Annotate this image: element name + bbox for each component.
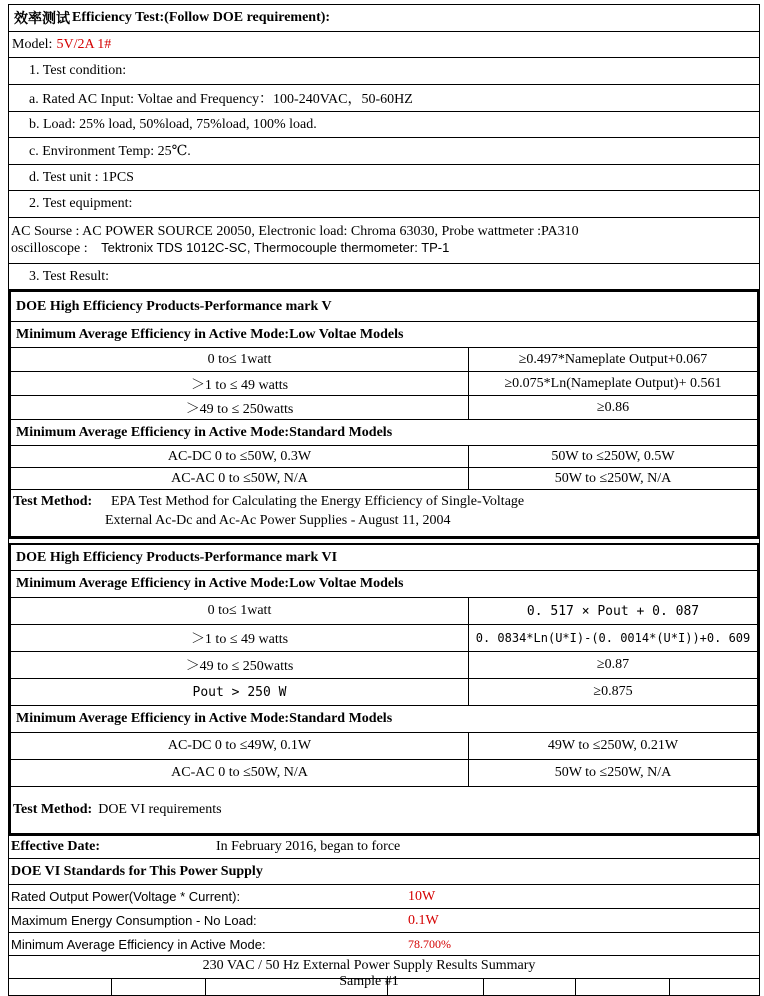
mark-v-low-row: [11, 372, 757, 396]
condition-temp-text: c. Environment Temp: 25℃.: [29, 143, 191, 159]
rated-output-power-value: 10W: [408, 888, 436, 904]
mark-vi-std-cell: 49W to ≤250W, 0.21W: [547, 738, 679, 753]
mark-v-std-row: [11, 468, 757, 490]
condition-temp-row: [8, 138, 760, 165]
results-summary-sample: Sample #1: [339, 974, 399, 989]
summary-divider: [9, 978, 759, 979]
summary-column-line: [483, 978, 484, 995]
mark-vi-range-cell: Pout > 250 W: [11, 679, 469, 705]
condition-unit-text: d. Test unit : 1PCS: [29, 169, 134, 185]
mark-vi-requirement-cell: 0. 517 × Pout + 0. 087: [526, 603, 700, 619]
mark-vi-section: [8, 543, 760, 836]
test-condition-heading-text: 1. Test condition:: [29, 63, 127, 78]
mark-vi-method-label: Test Method:: [13, 802, 93, 817]
mark-v-low-heading-text: Minimum Average Efficiency in Active Mode:Low Voltae Models: [16, 326, 404, 342]
mark-vi-method-text: DOE VI requirements: [98, 802, 222, 817]
mark-v-std-heading: [11, 420, 757, 446]
summary-column-line: [205, 978, 206, 995]
mark-v-std-cell: 50W to ≤250W, N/A: [554, 470, 672, 486]
mark-v-range-cell: 0 to≤ 1watt: [11, 348, 469, 371]
summary-column-line: [387, 978, 388, 995]
test-condition-heading: [8, 58, 760, 85]
mark-vi-requirement-cell: ≥0.875: [593, 684, 633, 699]
mark-v-std-heading-text: Minimum Average Efficiency in Active Mode:Standard Models: [16, 424, 393, 440]
mark-vi-low-heading: [11, 571, 757, 598]
mark-vi-requirement-cell: 0. 0834*Ln(U*I)-(0. 0014*(U*I))+0. 609: [475, 631, 751, 645]
mark-vi-std-cell: AC-DC 0 to ≤49W, 0.1W: [11, 733, 469, 759]
results-summary-title: 230 VAC / 50 Hz External Power Supply Results Summary: [202, 958, 536, 973]
mark-v-std-cell: 50W to ≤250W, 0.5W: [551, 448, 675, 464]
standards-heading: DOE VI Standards for This Power Supply: [11, 863, 263, 879]
equipment-line-2: [11, 240, 449, 257]
condition-unit-row: [8, 165, 760, 191]
effective-date-value: In February 2016, began to force: [216, 839, 401, 854]
mark-v-range-cell: ＞1 to ≤ 49 watts: [11, 372, 469, 395]
equipment-oscilloscope-value: Tektronix TDS 1012C-SC, Thermocouple thermometer: TP-1: [101, 240, 450, 255]
mark-v-requirement-cell: ≥0.075*Ln(Nameplate Output)+ 0.561: [504, 375, 722, 391]
mark-v-title-text: DOE High Efficiency Products-Performance mark V: [16, 298, 332, 314]
mark-vi-method-row: [11, 787, 757, 833]
mark-vi-low-row: [11, 598, 757, 625]
condition-input-text: a. Rated AC Input: Voltae and Frequency：100-240VAC，50-60HZ: [29, 92, 413, 107]
summary-column-line: [669, 978, 670, 995]
condition-load-text: b. Load: 25% load, 50%load, 75%load, 100% load.: [29, 116, 317, 132]
effective-date-label: Effective Date:: [11, 839, 101, 854]
mark-v-std-cell: AC-DC 0 to ≤50W, 0.3W: [11, 446, 469, 467]
mark-v-low-heading: [11, 322, 757, 348]
mark-vi-std-heading-text: Minimum Average Efficiency in Active Mode:Standard Models: [16, 711, 393, 726]
test-result-heading: [8, 264, 760, 290]
model-value: 5V/2A 1#: [56, 36, 112, 52]
mark-vi-range-cell: ＞1 to ≤ 49 watts: [11, 625, 469, 651]
title-text: Efficiency Test:(Follow DOE requirement):: [72, 10, 331, 25]
condition-load-row: [8, 112, 760, 138]
model-label: Model:: [12, 36, 53, 52]
condition-input-row: [8, 85, 760, 112]
rated-output-power-label: Rated Output Power(Voltage * Current):: [11, 889, 241, 904]
mark-vi-title-text: DOE High Efficiency Products-Performance mark VI: [16, 549, 338, 565]
min-avg-efficiency-label: Minimum Average Efficiency in Active Mode:: [11, 936, 266, 952]
mark-vi-std-cell: AC-AC 0 to ≤50W, N/A: [11, 760, 469, 786]
mark-vi-low-row: [11, 625, 757, 652]
mark-vi-std-row: [11, 760, 757, 787]
mark-v-section: [8, 290, 760, 539]
summary-column-line: [575, 978, 576, 995]
mark-v-method-label: Test Method:: [13, 494, 93, 509]
equipment-row: [8, 218, 760, 264]
mark-v-method-row: [11, 490, 757, 536]
mark-v-requirement-cell: ≥0.86: [596, 399, 630, 415]
mark-vi-low-heading-text: Minimum Average Efficiency in Active Mode:Low Voltae Models: [16, 576, 404, 591]
effective-date-row: [8, 836, 760, 859]
standards-heading-row: [8, 859, 760, 885]
mark-v-title: [11, 292, 757, 322]
mark-v-std-row: [11, 446, 757, 468]
efficiency-test-sheet: [8, 4, 760, 996]
no-load-consumption-label: Maximum Energy Consumption - No Load:: [11, 913, 257, 928]
test-equipment-heading-text: 2. Test equipment:: [29, 196, 133, 211]
mark-vi-std-cell: 50W to ≤250W, N/A: [554, 765, 672, 780]
mark-v-range-cell: ＞49 to ≤ 250watts: [11, 396, 469, 419]
mark-v-std-cell: AC-AC 0 to ≤50W, N/A: [11, 468, 469, 489]
mark-v-low-row: [11, 348, 757, 372]
standards-row: [8, 933, 760, 956]
mark-v-method-line-1: EPA Test Method for Calculating the Energy Efficiency of Single-Voltage: [111, 494, 525, 509]
title-cjk: 效率测试: [14, 12, 70, 27]
model-row: [8, 32, 760, 58]
no-load-consumption-value: 0.1W: [408, 912, 439, 928]
mark-vi-range-cell: ＞49 to ≤ 250watts: [11, 652, 469, 678]
mark-vi-title: [11, 545, 757, 571]
equipment-oscilloscope-label: oscilloscope :: [11, 241, 88, 256]
mark-vi-std-heading: [11, 706, 757, 733]
mark-vi-range-cell: 0 to≤ 1watt: [11, 598, 469, 624]
standards-row: [8, 885, 760, 909]
mark-v-low-row: [11, 396, 757, 420]
mark-vi-low-row: [11, 679, 757, 706]
equipment-line-1: AC Sourse : AC POWER SOURCE 20050, Electronic load: Chroma 63030, Probe wattmeter :PA310: [11, 224, 579, 239]
mark-v-method-line-2: External Ac-Dc and Ac-Ac Power Supplies - August 11, 2004: [105, 513, 451, 528]
test-equipment-heading: [8, 191, 760, 218]
standards-row: [8, 909, 760, 933]
mark-vi-requirement-cell: ≥0.87: [596, 657, 630, 672]
results-summary-header: [8, 956, 760, 996]
summary-column-line: [111, 978, 112, 995]
title-row: [8, 4, 760, 32]
mark-v-method-text: [105, 492, 525, 530]
mark-vi-std-row: [11, 733, 757, 760]
min-avg-efficiency-value: 78.700%: [408, 936, 451, 951]
mark-vi-low-row: [11, 652, 757, 679]
test-result-heading-text: 3. Test Result:: [29, 268, 110, 284]
mark-v-requirement-cell: ≥0.497*Nameplate Output+0.067: [518, 351, 708, 367]
